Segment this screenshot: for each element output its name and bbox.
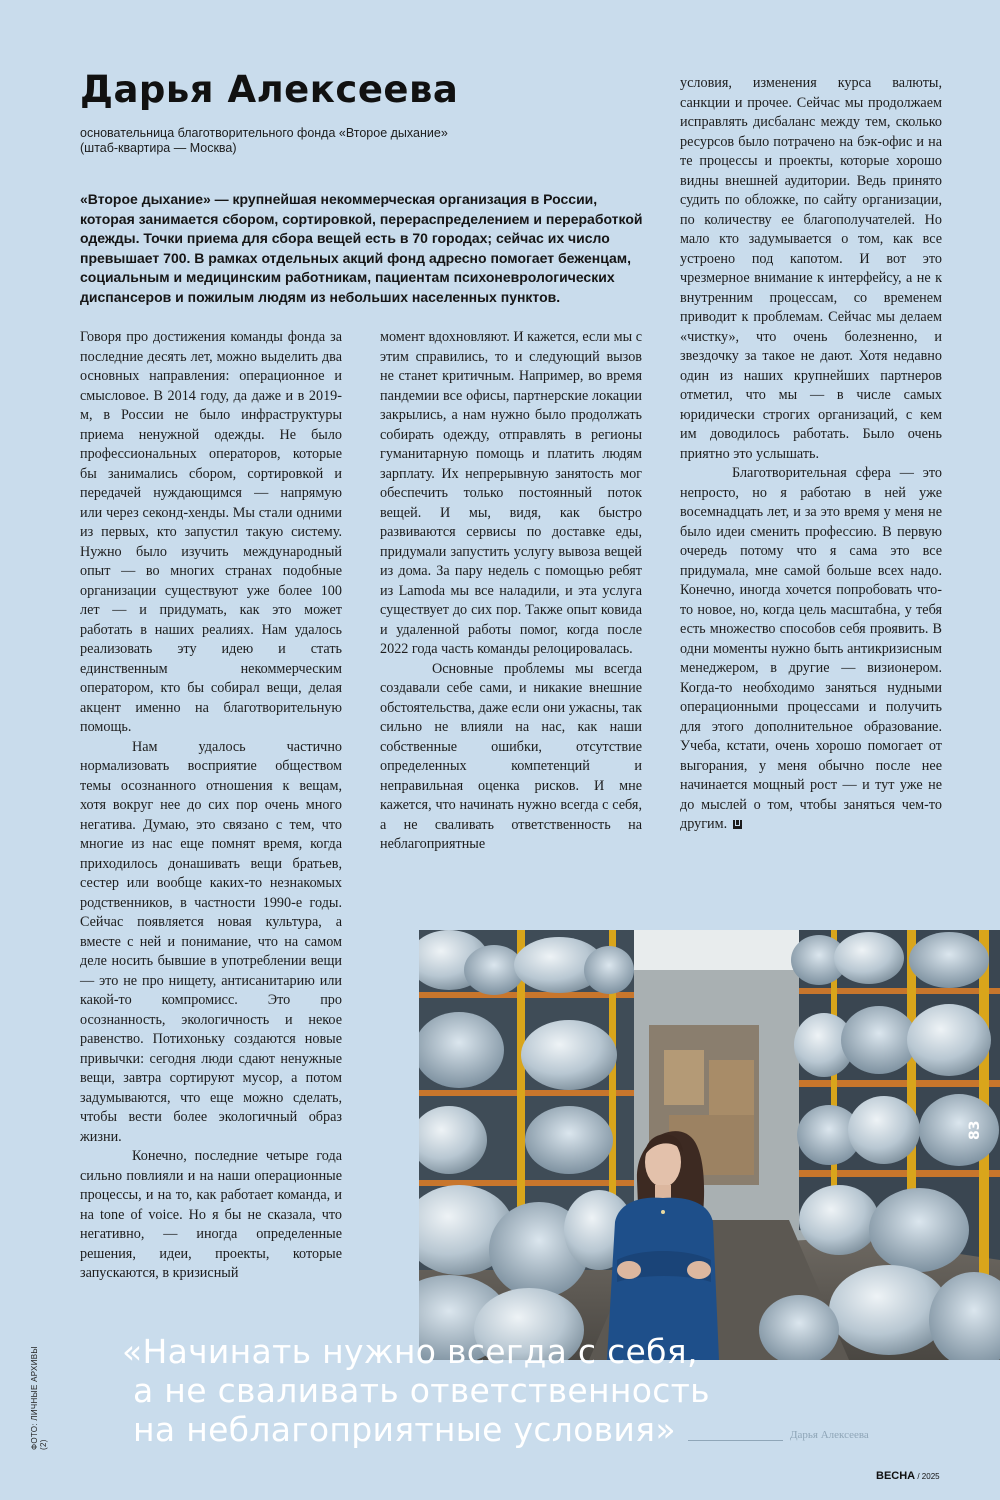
warehouse-photo: [419, 930, 1000, 1360]
article-column-2: [380, 328, 642, 855]
footer-separator: /: [915, 1472, 922, 1481]
role-location: (штаб-квартира — Москва): [80, 141, 237, 155]
pull-quote-line: а не сваливать ответственность: [133, 1371, 710, 1410]
paragraph: Основные проблемы мы всегда создавали себе сами, и никакие внешние обстоятельства, даже если они ужасны, так сильно не влияли на нас, как наши собственные ошибки, отсутствие определенных компетенций и неправильная оценка рисков. И мне кажется, что начинать нужно всегда с себя, а не сваливать ответственность на неблагоприятные: [380, 660, 642, 852]
end-of-article-icon: [733, 820, 742, 829]
role-line: основательница благотворительного фонда «Второе дыхание»: [80, 126, 448, 140]
article-column-3: [680, 74, 942, 835]
paragraph: момент вдохновляют. И кажется, если мы с этим справились, то и следующий вызов не станет критичным. Например, во время пандемии все офисы, партнерские локации закрылись, а нам нужно было продолжать собирать одежду, отправлять в регионы гуманитарную помощь и платить людям зарплату. Их непрерывную занятость мог обеспечить только постоянный поток вещей. И мы, видя, как быстро развиваются сервисы по доставке еды, придумали запустить услугу вывоза вещей из дома. За пару недель с помощью ребят из Lamoda мы все наладили, и эта услуга существует до сих пор. Также опыт ковида и удаленной работы помог, когда после 2022 года часть команды релоцировалась.: [380, 329, 642, 657]
subtitle-role: [80, 126, 480, 156]
quote-author: Дарья Алексеева: [790, 1429, 869, 1441]
paragraph: Нам удалось частично нормализовать восприятие обществом темы осознанного отношения к вещам, хотя вокруг нее до сих пор очень много негатива. Думаю, это связано с тем, что многие из нас еще помнят время, когда приходилось донашивать вещи братьев, сестер или вообще каких-то незнакомых родственников, в частности 1990-е годы. Сейчас появляется новая культура, а вместе с ней и понимание, что на самом деле носить бывшие в употреблении вещи — это не про нищету, антисанитарию или какой-то компромисс. Это про осознанность, экологичность и некое равенство. Потихоньку создаются новые привычки: сегодня люди сдают ненужные вещи, завтра сортируют мусор, а потом задумываются, что еще можно сделать, чтобы вести более экологичный образ жизни.: [80, 738, 342, 1145]
photo-credit: ФОТО: ЛИЧНЫЕ АРХИВЫ (2): [30, 1346, 48, 1450]
lead-paragraph: «Второе дыхание» — крупнейшая некоммерческая организация в России, которая занимается сбором, сортировкой, перераспределением и переработкой одежды. Точки приема для сбора вещей есть в 70 городах; сейчас их число превышает 700. В рамках отдельных акций фонд адресно помогает беженцам, социальным и медицинским работникам, пациентам психоневрологических диспансеров и пожилым людям из небольших населенных пунктов.: [80, 191, 643, 305]
warehouse-photo-illustration: [419, 930, 1000, 1360]
shelf-number-label: 83: [967, 1120, 983, 1140]
pull-quote: [122, 1332, 822, 1449]
quote-author-rule: [688, 1440, 783, 1441]
page-footer: [876, 1470, 940, 1482]
pull-quote-line: на неблагоприятные условия»: [133, 1410, 676, 1449]
article-column-1: [80, 328, 342, 1284]
paragraph: Говоря про достижения команды фонда за последние десять лет, можно выделить два основных направления: операционное и смысловое. В 2014 году, да даже и в 2019-м, в России не было инфраструктуры приема ненужной одежды. Не было профессиональных операторов, которые бы занимались сбором, сортировкой и передачей нуждающимся — напрямую или через секонд-хенды. Мы стали одними из первых, кто запустил такую систему. Нужно было изучить международный опыт — во многих странах подобные организации существуют уже более 100 лет — и придумать, как это может работать в наших реалиях. Нам удалось реализовать эту идею и стать единственным некоммерческим оператором, кто бы собирал вещи, делая акцент именно на благотворительную помощь.: [80, 329, 342, 735]
pull-quote-line: «Начинать нужно всегда с себя,: [122, 1332, 698, 1371]
page-title: Дарья Алексеева: [80, 68, 459, 111]
paragraph-final: [680, 464, 942, 835]
paragraph: Конечно, последние четыре года сильно повлияли и на наши операционные процессы, и на то, как работает команда, и на tone of voice. Но я бы не сказала, что негативно, — иногда определенные решения, идеи, проекты, которые запускаются, в кризисный: [80, 1148, 342, 1281]
paragraph-text: Благотворительная сфера — это непросто, но я работаю в ней уже восемнадцать лет, и за это время у меня не было идеи сменить профессию. В первую очередь потому что я сама это все придумала, мне самой больше всех надо. Конечно, иногда хочется попробовать что-то новое, но, когда цель масштабна, у тебя есть множество способов себя проявить. В одни моменты нужно быть антикризисным менеджером, в другие — визионером. Когда-то необходимо заняться нудными операционными процессами и получить для этого дополнительное образование. Учеба, кстати, очень хорошо помогает от выгорания, у меня обычно после нее начинается мощный рост — и тут уже не до мыслей о том, чтобы заняться чем-то другим.: [680, 465, 942, 832]
footer-year: 2025: [921, 1472, 940, 1481]
paragraph: условия, изменения курса валюты, санкции и прочее. Сейчас мы продолжаем исправлять дисбаланс между тем, сколько ресурсов было потрачено на бэк-офис и на те процессы и проекты, которые хорошо видны внешней аудитории. Ведь принято судить по обложке, по сайту организации, по количеству ее благополучателей. Но мало кто задумывается о том, как все устроено под капотом. И вот это чрезмерное внимание к интерфейсу, а не к внутренним процессам, со временем приводит к проблемам. Сейчас мы делаем «чистку», что очень болезненно, и звездочку за такое не дают. Хотя недавно один из наших крупнейших партнеров отметил, что мы — в числе самых юридически строгих организаций, с кем им доводилось работать. Было очень приятно это услышать.: [680, 75, 942, 462]
footer-season: ВЕСНА: [876, 1470, 916, 1482]
